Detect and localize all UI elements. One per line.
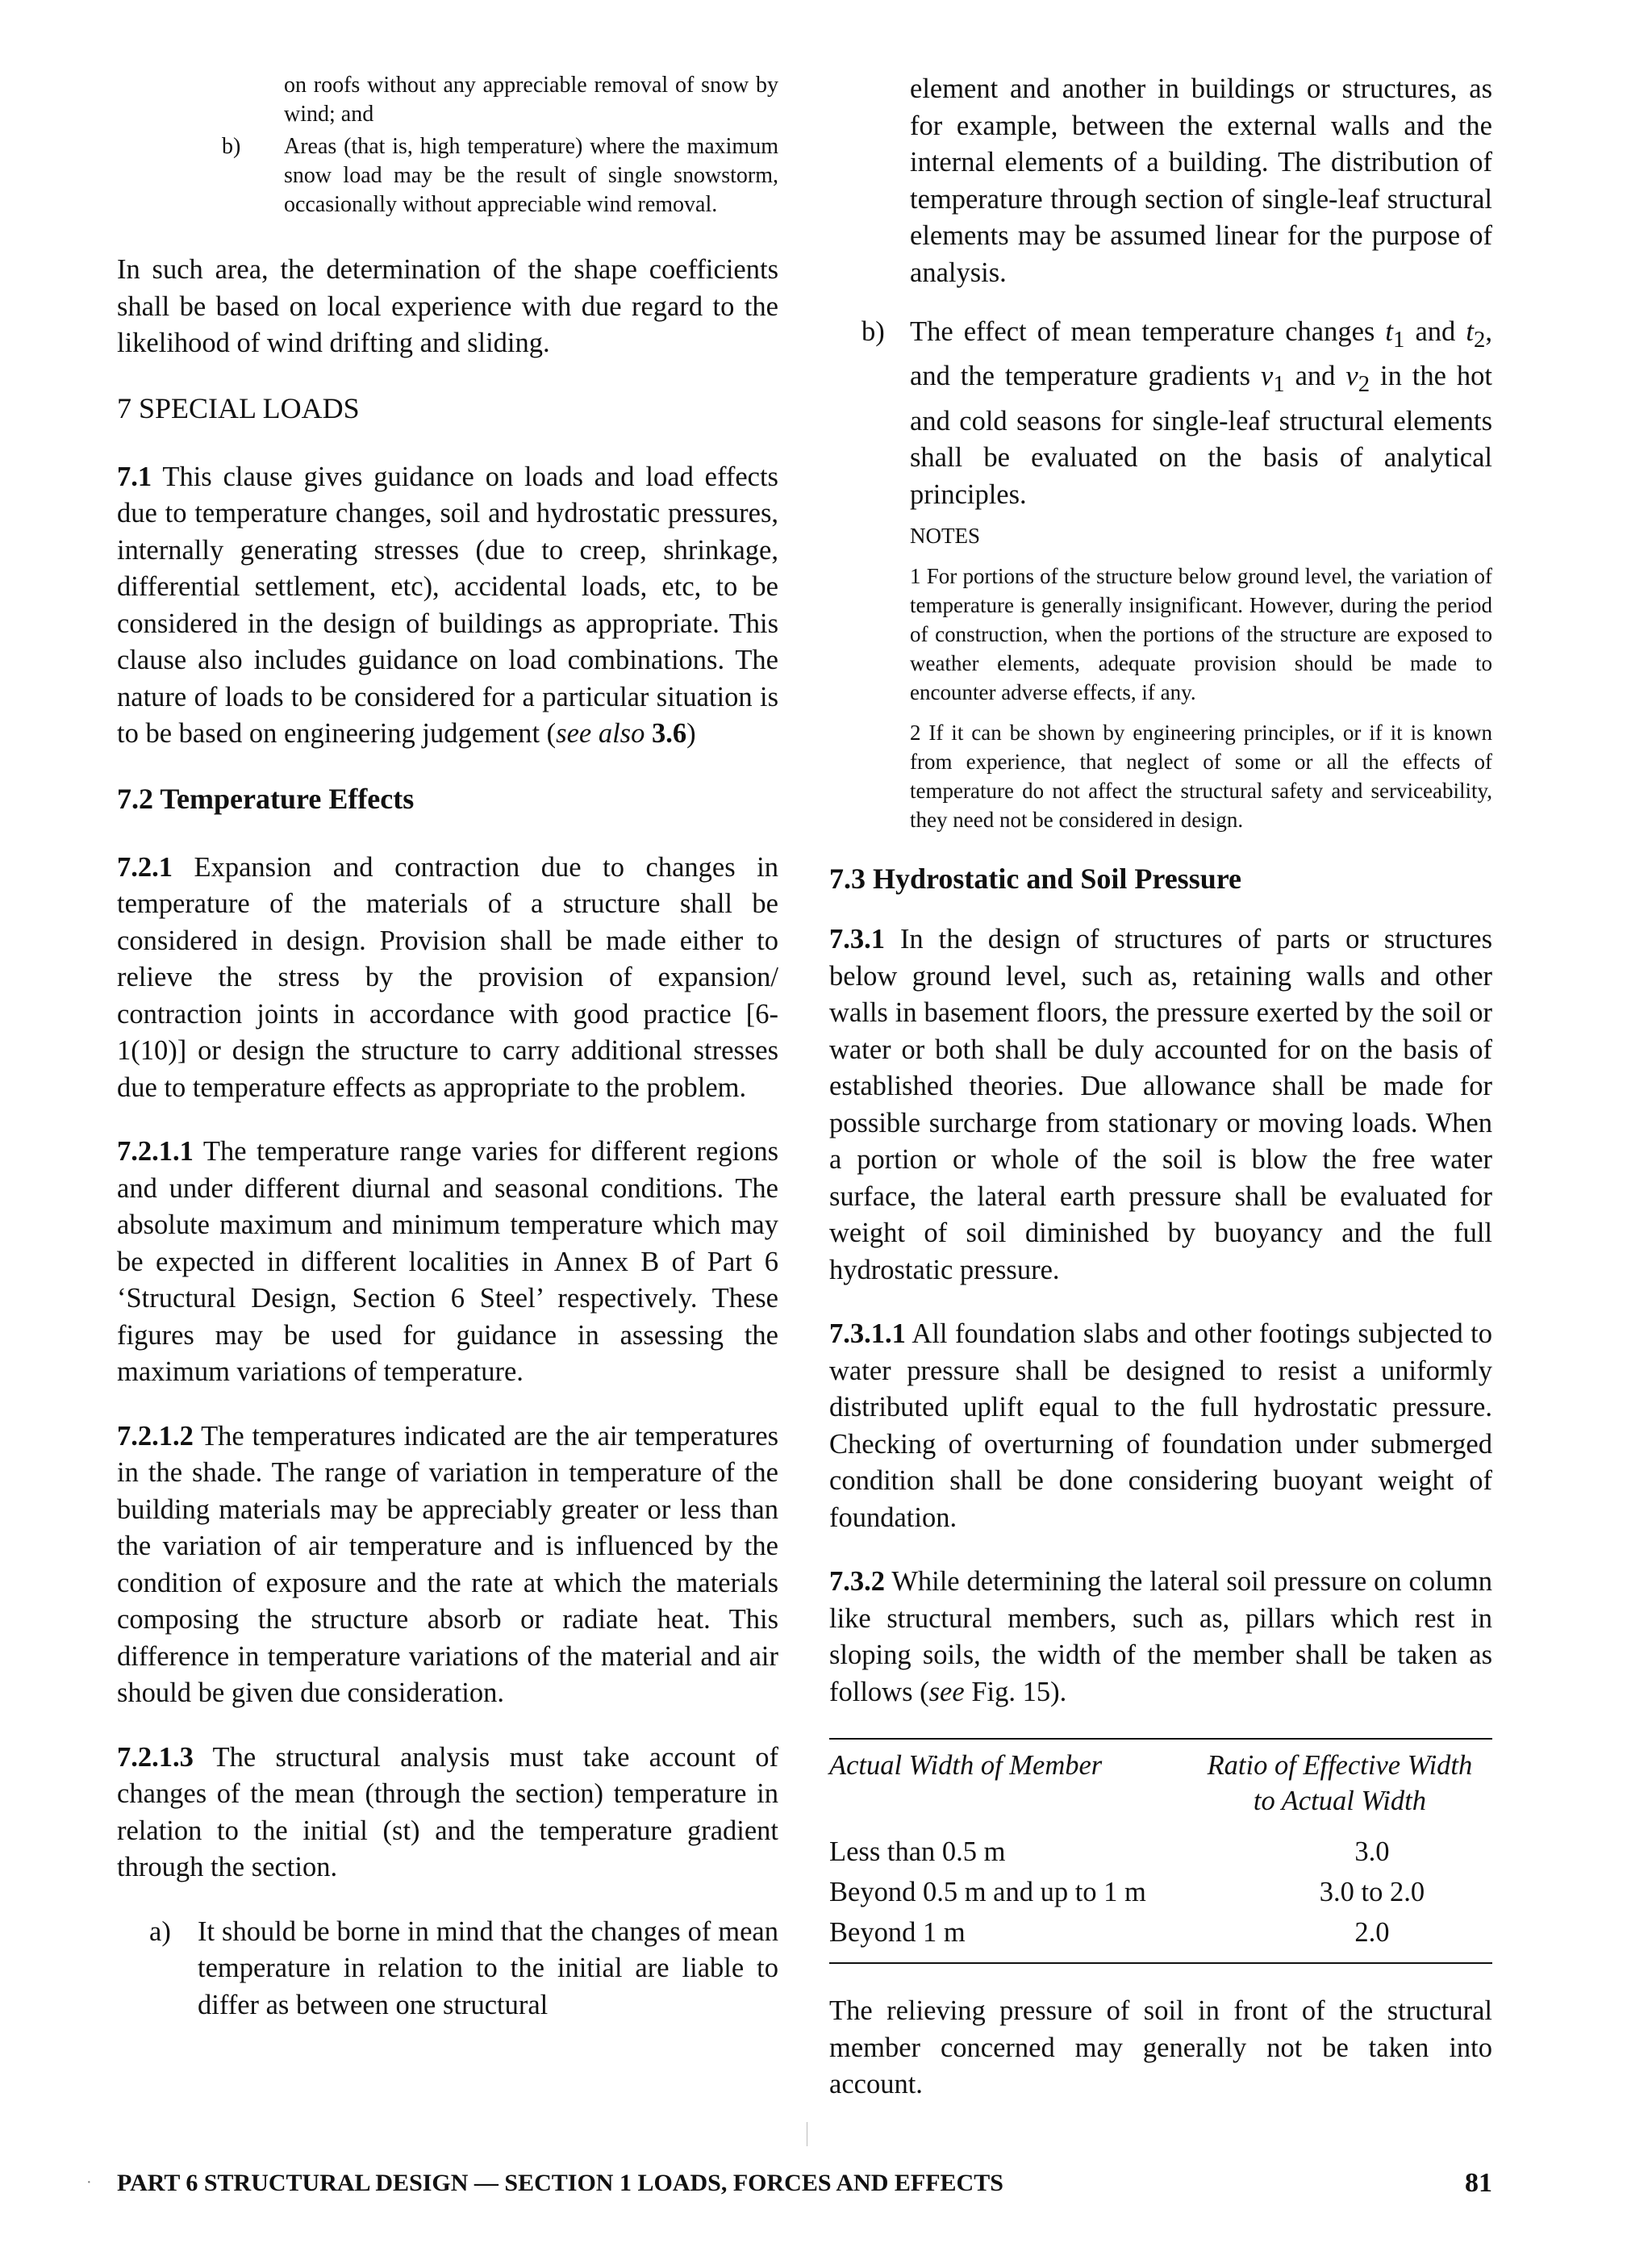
clause-7-3-1-1-number: 7.3.1.1 [829, 1318, 906, 1350]
symbol-v2-sub: 2 [1358, 371, 1370, 398]
table-cell-ratio: 3.0 to 2.0 [1319, 1877, 1425, 1908]
symbol-v1: v [1260, 361, 1274, 392]
clause-7-3-2-end: ). [1050, 1676, 1067, 1707]
clause-7-2-1-3-number: 7.2.1.3 [117, 1741, 194, 1773]
symbol-t1-sub: 1 [1393, 326, 1405, 353]
clause-7-3-1-1 [829, 1316, 1492, 1536]
clause-7-2-1-3-item-a [117, 1914, 778, 2024]
clause-7-1-end: ) [686, 718, 696, 749]
clause-7-3-2 [829, 1564, 1492, 1711]
left-column [117, 71, 778, 2040]
table-row [829, 1872, 1492, 1912]
table-bottom-rule [829, 1962, 1492, 1964]
clause-7-3-2-see: see [928, 1676, 965, 1707]
clause-7-3-2-text: While determining the lateral soil pressure on column like structural members, such as, pillars which rest in sloping soils, the width of the member shall be taken as follows ( [829, 1566, 1492, 1707]
clause-7-3-1-1-text: All foundation slabs and other footings subjected to water pressure shall be designed to resist a uniformly distributed uplift equal to the full hydrostatic pressure. Checking of overturning of foundation under submerged condition shall be done considering buoyant weight of foundation. [829, 1318, 1492, 1533]
clause-7-2-1-3-text: The structural analysis must take account of changes of the mean (through the section) temperature in relation to the initial (st) and the temperature gradient through the section. [117, 1741, 778, 1882]
table-cell-width: Beyond 0.5 m and up to 1 m [829, 1877, 1146, 1908]
table-header-ratio-line1: Ratio of Effective Width [1207, 1750, 1473, 1782]
clause-7-3-1-text: In the design of structures of parts or structures below ground level, such as, retaining walls and other walls in basement floors, the pressure exerted by the soil or water or both shall be duly accounted for on the basis of established theories. Due allowance shall be made for possible surcharge from stationary or moving loads. When a portion or whole of the soil is blow the free water surface, the lateral earth pressure shall be evaluated for weight of soil diminished by buoyancy and the full hydrostatic pressure. [829, 924, 1492, 1285]
note-1: 1 For portions of the structure below ground level, the variation of temperature is generally insignificant. However, during the period of construction, when the portions of the structure are exposed to weather elements, adequate provision should be made to encounter adverse effects, if any. [910, 564, 1492, 705]
shape-coefficient-paragraph: In such area, the determination of the shape coefficients shall be based on local experience with due regard to the likelihood of wind drifting and sliding. [117, 254, 778, 358]
item-b-text-3: , and the temperature gradients [910, 316, 1492, 392]
page-footer [86, 2167, 1492, 2199]
table-cell-width: Less than 0.5 m [829, 1836, 1006, 1868]
table-header-ratio [1187, 1740, 1492, 1832]
clause-7-1-text: This clause gives guidance on loads and load effects due to temperature changes, soil and hydrostatic pressures, internally generating stresses (due to creep, shrinkage, differential settlement, etc), accidental loads, etc, to be considered in the design of buildings as appropriate. This clause also includes guidance on load combinations. The nature of loads to be considered for a particular situation is to be based on engineering judgement ( [117, 461, 778, 749]
symbol-v2: v [1345, 361, 1358, 392]
table-header-ratio-line2: to Actual Width [1253, 1786, 1426, 1817]
symbol-t2: t [1466, 316, 1474, 347]
footer-title: PART 6 STRUCTURAL DESIGN — SECTION 1 LOADS, FORCES AND EFFECTS [117, 2170, 1003, 2196]
footer-dot-mark: · [86, 2174, 92, 2191]
clause-7-3-1-number: 7.3.1 [829, 924, 885, 955]
symbol-v1-sub: 1 [1273, 371, 1285, 398]
item-b-text-2: and [1404, 316, 1466, 347]
snow-item-b [117, 132, 778, 219]
clause-7-2-1-1-text: The temperature range varies for different regions and under different diurnal and seasonal conditions. The absolute maximum and minimum temperature which may be expected in different localities in Annex B of Part 6 ‘Structural Design, Section 6 Steel’ respectively. These figures may be used for guidance in assessing the maximum variations of temperature. [117, 1136, 778, 1387]
table-row [829, 1912, 1492, 1962]
clause-7-2-1-1 [117, 1134, 778, 1391]
clause-7-2-1-3 [117, 1740, 778, 1886]
clause-7-2-1-2-text: The temperatures indicated are the air temperatures in the shade. The range of variation in temperature of the building materials may be appreciably greater or less than the variation of air temperature and is influenced by the condition of exposure and the rate at which the materials composing the structure absorb or radiate heat. This difference in temperature variations of the material and air should be given due consideration. [117, 1420, 778, 1708]
table-header-row [829, 1740, 1492, 1832]
notes-heading: NOTES [910, 524, 980, 549]
section-7-3-heading: 7.3 Hydrostatic and Soil Pressure [829, 863, 1242, 896]
item-b-text [910, 314, 1492, 513]
section-7-2-heading: 7.2 Temperature Effects [117, 782, 415, 815]
item-b-text-4: and [1284, 361, 1346, 392]
clause-7-1-number: 7.1 [117, 461, 152, 492]
clause-7-1 [117, 459, 778, 753]
clause-7-2-1-2-number: 7.2.1.2 [117, 1420, 194, 1452]
clause-7-2-1-text: Expansion and contraction due to changes in temperature of the materials of a structure shall be considered in design. Provision shall be made either to relieve the stress by the provision of expansion/ contraction joints in accordance with good practice [6-1(10)] or design the structure to carry additional stresses due to temperature effects as appropriate to the problem. [117, 851, 778, 1103]
table-cell-ratio: 3.0 [1354, 1836, 1390, 1868]
clause-7-2-1-2 [117, 1418, 778, 1712]
clause-7-3-1 [829, 921, 1492, 1289]
page-number: 81 [1465, 2168, 1492, 2198]
item-b-text-1: The effect of mean temperature changes [910, 316, 1386, 347]
table-row [829, 1832, 1492, 1872]
symbol-t2-sub: 2 [1474, 326, 1486, 353]
effective-width-table [829, 1740, 1492, 1962]
item-b-label: b) [861, 316, 885, 347]
clause-7-1-ref: 3.6 [652, 718, 687, 749]
item-a-continuation: element and another in buildings or structures, as for example, between the external walls and the internal elements of a building. The distribution of temperature through section of single-leaf structural elements may be assumed linear for the purpose of analysis. [910, 73, 1492, 288]
clause-7-2-1-1-number: 7.2.1.1 [117, 1136, 194, 1167]
item-a-text: It should be borne in mind that the changes of mean temperature in relation to the initial are liable to differ as between one structural [198, 1915, 778, 2020]
table-cell-width: Beyond 1 m [829, 1917, 966, 1949]
clause-7-1-see-also: see also [556, 718, 645, 749]
snow-item-b-label: b) [222, 134, 241, 159]
note-2: 2 If it can be shown by engineering principles, or if it is known from experience, that neglect of some or all the effects of temperature do not affect the structural safety and serviceability, they need not be considered in design. [910, 721, 1492, 833]
clause-7-2-1-3-item-b [829, 314, 1492, 513]
item-a-label: a) [149, 1915, 171, 1947]
table-cell-ratio: 2.0 [1354, 1917, 1390, 1949]
right-column [829, 71, 1492, 2131]
clause-7-3-2-number: 7.3.2 [829, 1566, 885, 1598]
section-7-heading: 7 SPECIAL LOADS [117, 391, 360, 424]
symbol-t1: t [1385, 316, 1394, 347]
clause-7-3-2-ref: Fig. 15 [964, 1676, 1051, 1707]
clause-7-2-1 [117, 850, 778, 1107]
item-b-text-5: in the hot and cold seasons for single-leaf structural elements shall be evaluated on the basis of analytical principles. [910, 361, 1492, 510]
snow-item-a-continuation: on roofs without any appreciable removal of snow by wind; and [284, 73, 778, 127]
snow-item-b-text: Areas (that is, high temperature) where the maximum snow load may be the result of single snowstorm, occasionally without appreciable wind removal. [284, 134, 778, 217]
table-header-actual-width: Actual Width of Member [829, 1750, 1103, 1782]
relieving-pressure-paragraph: The relieving pressure of soil in front of the structural member concerned may generally not be taken into account. [829, 1995, 1492, 2100]
clause-7-2-1-number: 7.2.1 [117, 851, 173, 883]
